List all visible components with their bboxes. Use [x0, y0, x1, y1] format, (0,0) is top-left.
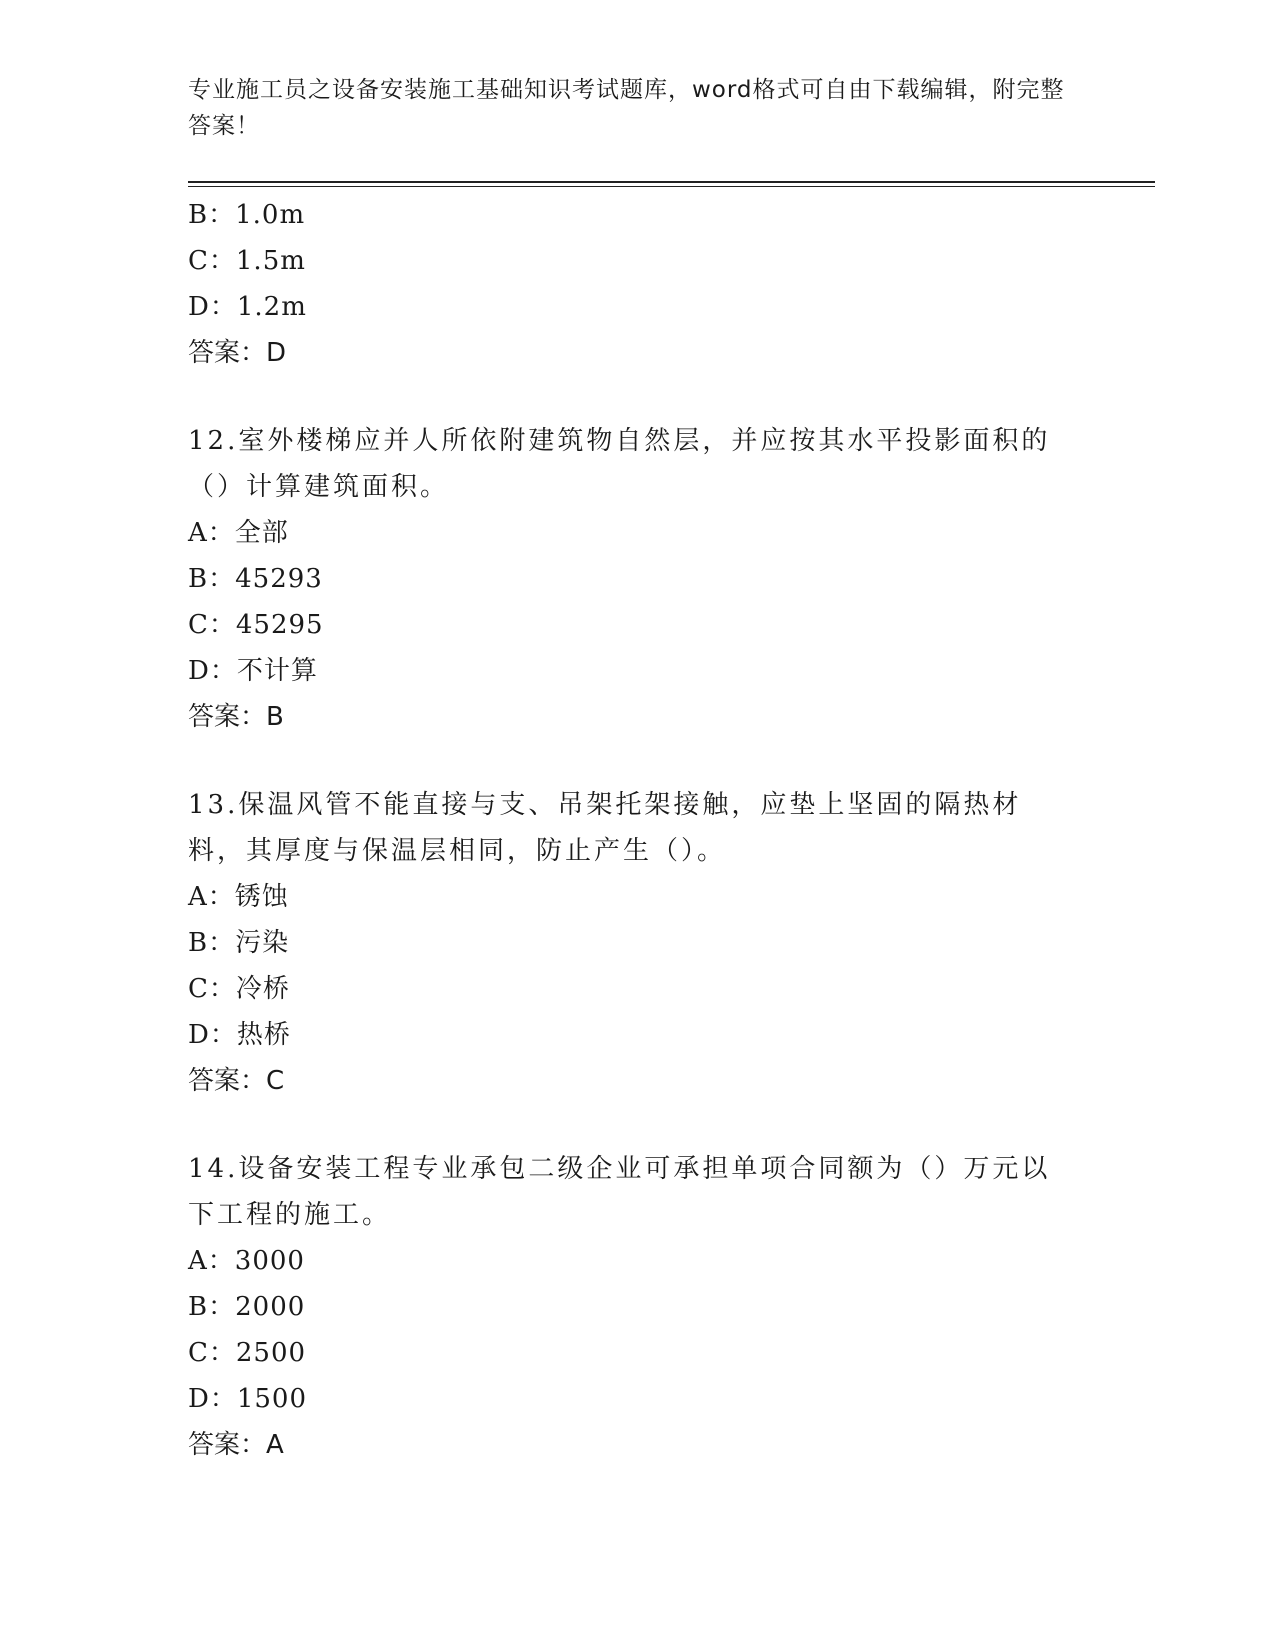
- answer-line: 答案：A: [188, 1430, 284, 1460]
- question-12: [188, 418, 1088, 740]
- question-13: [188, 782, 1088, 1104]
- header-divider-thick: [188, 181, 1155, 183]
- option-d: D：1500: [188, 1384, 308, 1414]
- question-stem: 12.室外楼梯应并人所依附建筑物自然层，并应按其水平投影面积的（）计算建筑面积。: [188, 426, 1051, 502]
- header-divider-thin: [188, 186, 1155, 187]
- answer-line: 答案：D: [188, 338, 287, 368]
- option-c: C：2500: [188, 1338, 307, 1368]
- question-14: [188, 1146, 1088, 1468]
- option-b: B：污染: [188, 928, 290, 958]
- option-d: D：不计算: [188, 656, 318, 686]
- option-b: B：1.0m: [188, 200, 306, 230]
- document-header: [188, 72, 1068, 144]
- option-c: C：冷桥: [188, 974, 290, 1004]
- option-b: B：2000: [188, 1292, 306, 1322]
- option-d: D：热桥: [188, 1020, 291, 1050]
- question-stem: 13.保温风管不能直接与支、吊架托架接触，应垫上坚固的隔热材料，其厚度与保温层相同，防止产生（）。: [188, 790, 1022, 866]
- option-d: D：1.2m: [188, 292, 307, 322]
- option-a: A：全部: [188, 518, 289, 548]
- document-body: [188, 192, 1088, 1468]
- answer-line: 答案：B: [188, 702, 284, 732]
- option-c: C：1.5m: [188, 246, 306, 276]
- answer-line: 答案：C: [188, 1066, 285, 1096]
- question-stem: 14.设备安装工程专业承包二级企业可承担单项合同额为（）万元以下工程的施工。: [188, 1154, 1051, 1230]
- option-c: C：45295: [188, 610, 324, 640]
- question-11-tail: [188, 192, 1088, 376]
- header-title: 专业施工员之设备安装施工基础知识考试题库，word格式可自由下载编辑，附完整答案！: [188, 77, 1065, 139]
- option-a: A：3000: [188, 1246, 305, 1276]
- option-a: A：锈蚀: [188, 882, 289, 912]
- option-b: B：45293: [188, 564, 323, 594]
